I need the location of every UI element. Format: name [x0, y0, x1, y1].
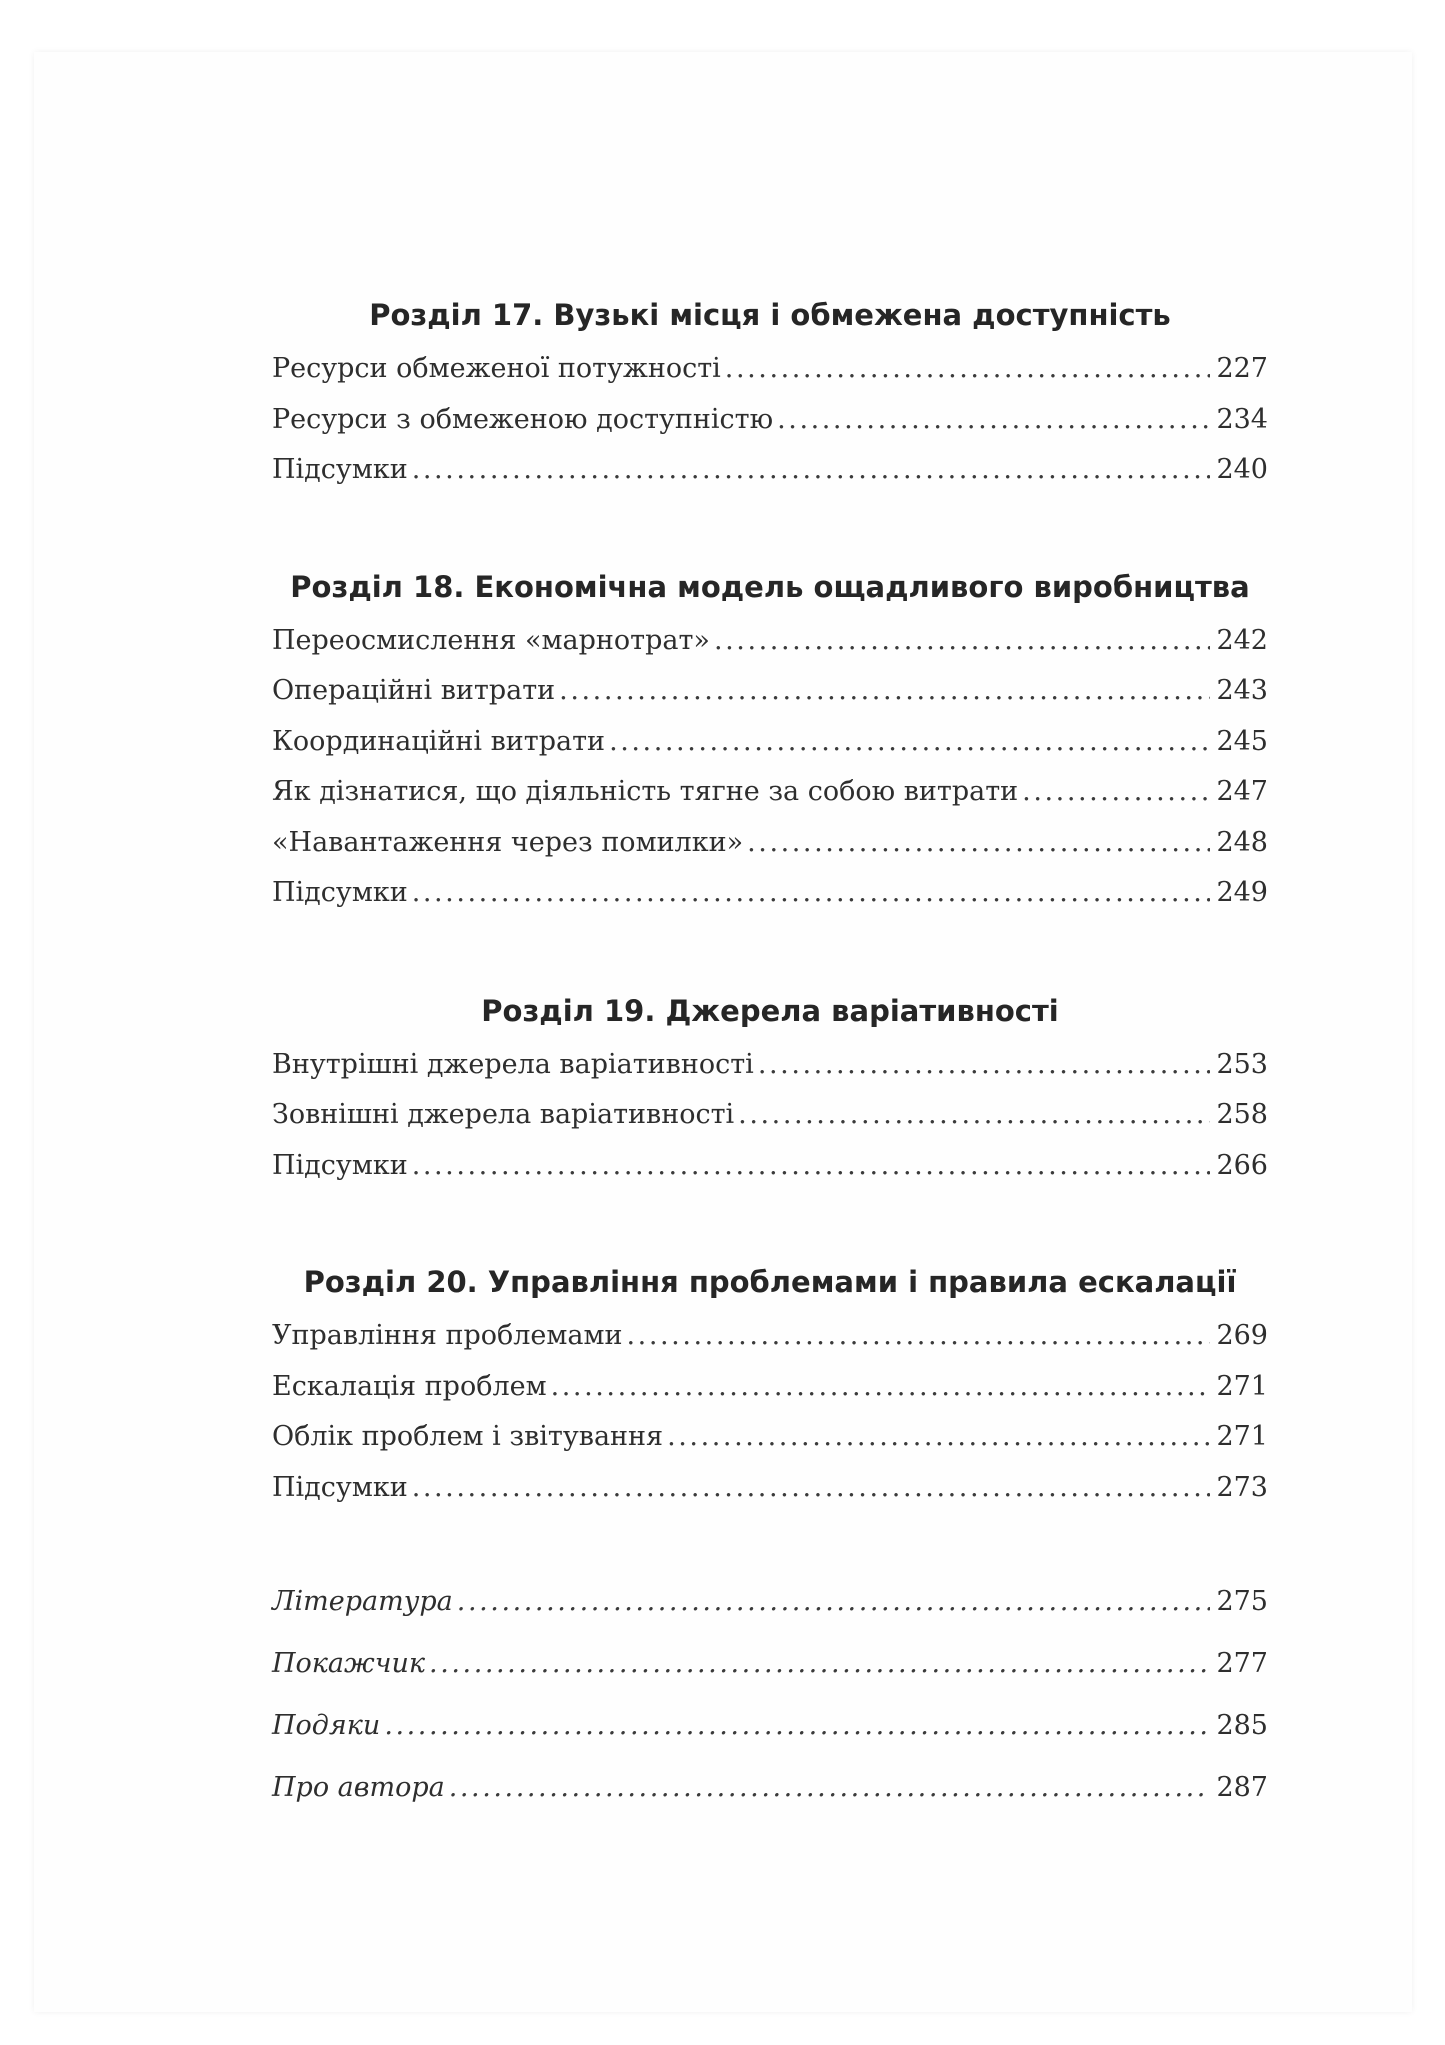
- dot-leader: [551, 1362, 1211, 1413]
- dot-leader: [384, 1695, 1210, 1757]
- section-spacer: [272, 1191, 1268, 1253]
- dot-leader: [777, 395, 1210, 446]
- entry-title: Переосмислення «марнотрат»: [272, 624, 710, 656]
- toc-entry[interactable]: [272, 1090, 1268, 1141]
- toc-entry[interactable]: [272, 1633, 1268, 1695]
- entry-title: «Навантаження через помилки»: [272, 826, 744, 858]
- toc-entry[interactable]: [272, 717, 1268, 768]
- section-spacer: [272, 919, 1268, 982]
- entry-page-number: 273: [1216, 1471, 1268, 1503]
- dot-leader: [627, 1311, 1211, 1362]
- dot-leader: [429, 1633, 1210, 1695]
- entry-page-number: 266: [1216, 1149, 1268, 1181]
- toc-entry[interactable]: [272, 1412, 1268, 1463]
- entry-page-number: 271: [1216, 1370, 1268, 1402]
- dot-leader: [714, 616, 1211, 667]
- entry-title: Облік проблем і звітування: [272, 1421, 664, 1452]
- entry-page-number: 247: [1216, 776, 1268, 807]
- entry-title: Підсумки: [272, 454, 408, 485]
- entry-page-number: 258: [1216, 1099, 1268, 1130]
- dot-leader: [758, 1040, 1211, 1091]
- toc-entry[interactable]: [272, 1362, 1268, 1413]
- chapter-18: [272, 558, 1268, 919]
- toc-entry[interactable]: [272, 818, 1268, 869]
- entry-title: Внутрішні джерела варіативності: [272, 1048, 754, 1080]
- dot-leader: [1022, 767, 1210, 818]
- entry-title: Операційні витрати: [272, 675, 556, 706]
- dot-leader: [609, 717, 1210, 768]
- toc-entry[interactable]: [272, 1757, 1268, 1819]
- dot-leader: [412, 1141, 1211, 1192]
- dot-leader: [747, 818, 1210, 869]
- chapter-17: [272, 286, 1268, 496]
- entry-page-number: 269: [1216, 1320, 1268, 1351]
- entry-page-number: 243: [1216, 675, 1268, 706]
- dot-leader: [412, 868, 1211, 919]
- toc-entry[interactable]: [272, 1311, 1268, 1362]
- toc-entry[interactable]: [272, 1695, 1268, 1757]
- entry-title: Як дізнатися, що діяльність тягне за собою витрати: [272, 776, 1019, 807]
- section-spacer: [272, 1513, 1268, 1571]
- toc-entry[interactable]: [272, 767, 1268, 818]
- entry-page-number: 227: [1216, 353, 1268, 384]
- back-matter: [272, 1571, 1268, 1819]
- entry-page-number: 253: [1216, 1048, 1268, 1080]
- toc-entry[interactable]: [272, 616, 1268, 667]
- toc-entry[interactable]: [272, 344, 1268, 395]
- entry-page-number: 249: [1216, 877, 1268, 908]
- entry-page-number: 245: [1216, 725, 1268, 757]
- entry-title: Ескалація проблем: [272, 1370, 547, 1402]
- toc-entry[interactable]: [272, 1571, 1268, 1633]
- entry-title: Ресурси з обмеженою доступністю: [272, 403, 774, 435]
- dot-leader: [449, 1757, 1211, 1819]
- entry-title: Ресурси обмеженої потужності: [272, 353, 721, 384]
- dot-leader: [738, 1090, 1210, 1141]
- toc-entry[interactable]: [272, 666, 1268, 717]
- entry-page-number: 285: [1216, 1710, 1268, 1741]
- toc-entry[interactable]: [272, 1141, 1268, 1192]
- entry-page-number: 234: [1216, 403, 1268, 435]
- toc-entry[interactable]: [272, 395, 1268, 446]
- table-of-contents: [272, 286, 1268, 1819]
- chapter-heading: Розділ 17. Вузькі місця і обмежена доступність: [369, 298, 1171, 332]
- dot-leader: [559, 666, 1210, 717]
- entry-title: Підсумки: [272, 1149, 408, 1181]
- entry-title: Покажчик: [272, 1648, 426, 1679]
- entry-title: Координаційні витрати: [272, 725, 606, 757]
- entry-title: Про автора: [272, 1772, 445, 1803]
- chapter-heading: Розділ 20. Управління проблемами і правила ескалації: [303, 1265, 1237, 1299]
- chapter-20: [272, 1253, 1268, 1513]
- dot-leader: [667, 1412, 1210, 1463]
- entry-title: Підсумки: [272, 1471, 408, 1503]
- toc-entry[interactable]: [272, 1040, 1268, 1091]
- toc-entry[interactable]: [272, 445, 1268, 496]
- toc-entry[interactable]: [272, 1463, 1268, 1514]
- entry-page-number: 248: [1216, 826, 1268, 858]
- entry-title: Подяки: [272, 1710, 381, 1741]
- entry-page-number: 277: [1216, 1648, 1268, 1679]
- toc-entry[interactable]: [272, 868, 1268, 919]
- chapter-heading: Розділ 18. Економічна модель ощадливого виробництва: [290, 569, 1250, 604]
- entry-title: Управління проблемами: [272, 1320, 623, 1351]
- dot-leader: [412, 445, 1211, 496]
- dot-leader: [725, 344, 1211, 395]
- entry-page-number: 275: [1216, 1586, 1268, 1617]
- entry-title: Підсумки: [272, 877, 408, 908]
- entry-page-number: 287: [1216, 1772, 1268, 1803]
- section-spacer: [272, 496, 1268, 558]
- chapter-19: [272, 982, 1268, 1192]
- chapter-heading: Розділ 19. Джерела варіативності: [481, 993, 1059, 1028]
- entry-title: Зовнішні джерела варіативності: [272, 1099, 735, 1130]
- entry-page-number: 240: [1216, 454, 1268, 485]
- entry-page-number: 242: [1216, 624, 1268, 656]
- dot-leader: [457, 1571, 1211, 1633]
- entry-title: Література: [272, 1586, 453, 1617]
- dot-leader: [412, 1463, 1211, 1514]
- entry-page-number: 271: [1216, 1421, 1268, 1452]
